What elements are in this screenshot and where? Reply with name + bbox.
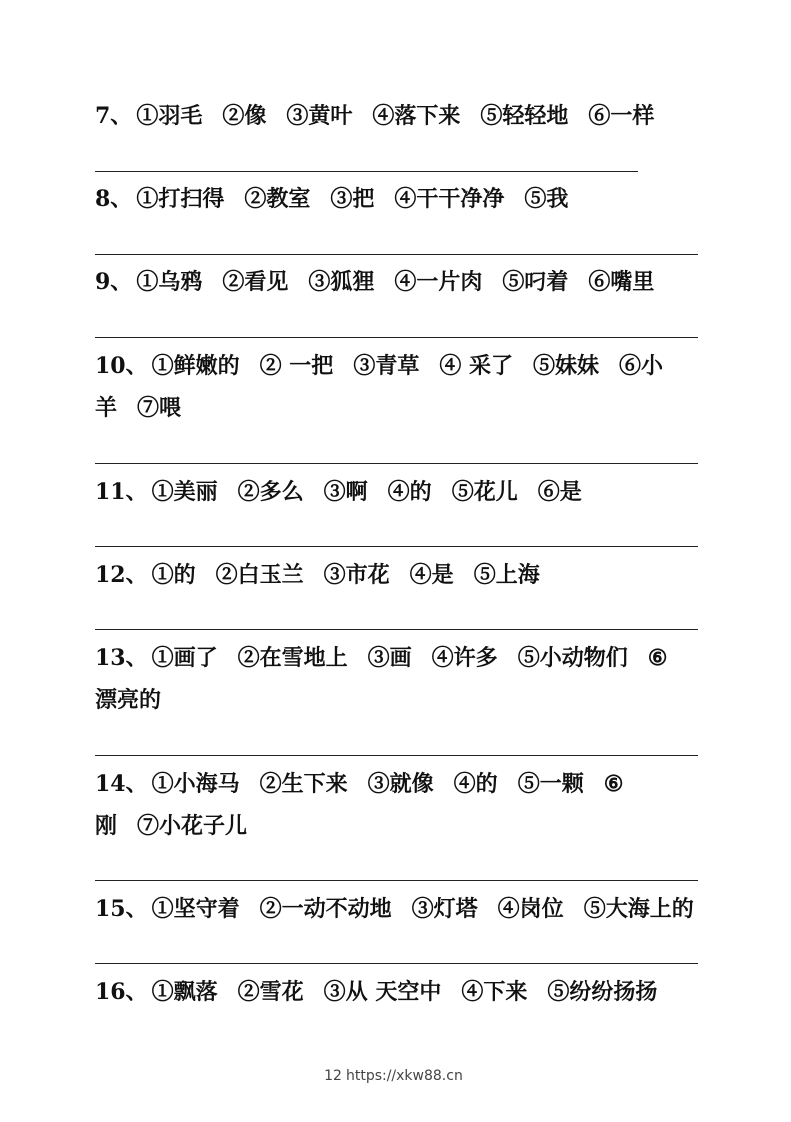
word-option: ④的 — [387, 479, 432, 505]
question-number: 16、 — [95, 979, 148, 1005]
question-line — [95, 805, 703, 847]
word-option: ①小海马 — [151, 771, 240, 797]
word-option: ④下来 — [461, 979, 528, 1005]
word-option: ①坚守着 — [151, 896, 240, 922]
question-line — [95, 679, 703, 721]
question-11 — [95, 471, 703, 513]
word-option: ④是 — [409, 562, 454, 588]
answer-line — [95, 463, 698, 464]
page-footer — [0, 1068, 791, 1084]
word-option: ②在雪地上 — [237, 645, 348, 671]
word-option: ②一动不动地 — [259, 896, 392, 922]
answer-line — [95, 171, 638, 172]
word-option: ③把 — [330, 186, 375, 212]
answer-line — [95, 546, 698, 547]
question-number: 8、 — [95, 186, 133, 212]
word-option: ⑤花儿 — [451, 479, 518, 505]
question-7 — [95, 95, 703, 137]
question-number: 7、 — [95, 103, 133, 129]
word-option: ⑤纷纷扬扬 — [547, 979, 658, 1005]
question-line — [95, 637, 703, 679]
question-number: 11、 — [95, 479, 148, 505]
word-option: ②像 — [222, 103, 267, 129]
answer-line — [95, 755, 698, 756]
word-option: ②雪花 — [237, 979, 304, 1005]
question-number: 15、 — [95, 896, 148, 922]
question-14 — [95, 763, 703, 847]
word-option: ③就像 — [367, 771, 434, 797]
word-option: ③青草 — [353, 353, 420, 379]
word-option: ⑤一颗 — [517, 771, 584, 797]
word-option: ②生下来 — [259, 771, 348, 797]
word-option: ①打扫得 — [136, 186, 225, 212]
question-16 — [95, 971, 703, 1013]
word-option: ⑥ — [647, 645, 668, 671]
answer-line — [95, 880, 698, 881]
question-line — [95, 888, 703, 930]
word-option: ①的 — [151, 562, 196, 588]
word-option: ⑤妹妹 — [533, 353, 600, 379]
answer-line — [95, 629, 698, 630]
question-line — [95, 387, 703, 429]
word-option: ③狐狸 — [308, 269, 375, 295]
word-option: ⑥嘴里 — [588, 269, 655, 295]
word-option: ③画 — [367, 645, 412, 671]
question-8 — [95, 178, 703, 220]
word-option: ⑤叼着 — [502, 269, 569, 295]
word-option: ⑦小花子儿 — [137, 813, 248, 839]
word-option: ①乌鸦 — [136, 269, 203, 295]
word-option: ⑥ — [603, 771, 624, 797]
question-13 — [95, 637, 703, 721]
question-line — [95, 554, 703, 596]
question-12 — [95, 554, 703, 596]
question-number: 12、 — [95, 562, 148, 588]
answer-line — [95, 254, 698, 255]
word-option: ②多么 — [237, 479, 304, 505]
answer-line — [95, 337, 698, 338]
word-option: ③黄叶 — [286, 103, 353, 129]
page-number: 12 — [324, 1068, 342, 1084]
answer-line — [95, 963, 698, 964]
word-option: ①美丽 — [151, 479, 218, 505]
word-option: ⑥是 — [537, 479, 582, 505]
question-number: 9、 — [95, 269, 133, 295]
word-option: ⑥小 — [619, 353, 664, 379]
word-option: ⑤大海上的 — [583, 896, 694, 922]
word-option: 羊 — [95, 395, 118, 421]
question-number: 14、 — [95, 771, 148, 797]
question-number: 13、 — [95, 645, 148, 671]
question-line — [95, 471, 703, 513]
word-option: 漂亮的 — [95, 687, 162, 713]
word-option: ①羽毛 — [136, 103, 203, 129]
word-option: ①画了 — [151, 645, 218, 671]
word-option: ④干干净净 — [394, 186, 505, 212]
question-15 — [95, 888, 703, 930]
word-option: ①鲜嫩的 — [151, 353, 240, 379]
word-option: ③从 天空中 — [323, 979, 442, 1005]
question-line — [95, 178, 703, 220]
word-option: ④一片肉 — [394, 269, 483, 295]
word-option: ②教室 — [244, 186, 311, 212]
question-10 — [95, 345, 703, 429]
word-option: ④许多 — [431, 645, 498, 671]
question-line — [95, 345, 703, 387]
word-option: ⑤上海 — [473, 562, 540, 588]
question-number: 10、 — [95, 353, 148, 379]
word-option: ④岗位 — [497, 896, 564, 922]
word-option: ③市花 — [323, 562, 390, 588]
question-line — [95, 971, 703, 1013]
word-option: ② 一把 — [259, 353, 334, 379]
word-option: ②白玉兰 — [215, 562, 304, 588]
question-line — [95, 763, 703, 805]
word-option: ②看见 — [222, 269, 289, 295]
question-line — [95, 261, 703, 303]
word-option: ④落下来 — [372, 103, 461, 129]
question-9 — [95, 261, 703, 303]
word-option: ⑤我 — [524, 186, 569, 212]
question-line — [95, 95, 703, 137]
word-option: ③啊 — [323, 479, 368, 505]
word-option: ④的 — [453, 771, 498, 797]
word-option: ⑤轻轻地 — [480, 103, 569, 129]
word-option: ⑦喂 — [137, 395, 182, 421]
word-option: 刚 — [95, 813, 118, 839]
word-option: ④ 采了 — [439, 353, 513, 379]
footer-url: https://xkw88.cn — [345, 1068, 463, 1084]
word-option: ⑥一样 — [588, 103, 655, 129]
word-option: ①飘落 — [151, 979, 218, 1005]
word-option: ③灯塔 — [411, 896, 478, 922]
word-option: ⑤小动物们 — [517, 645, 628, 671]
